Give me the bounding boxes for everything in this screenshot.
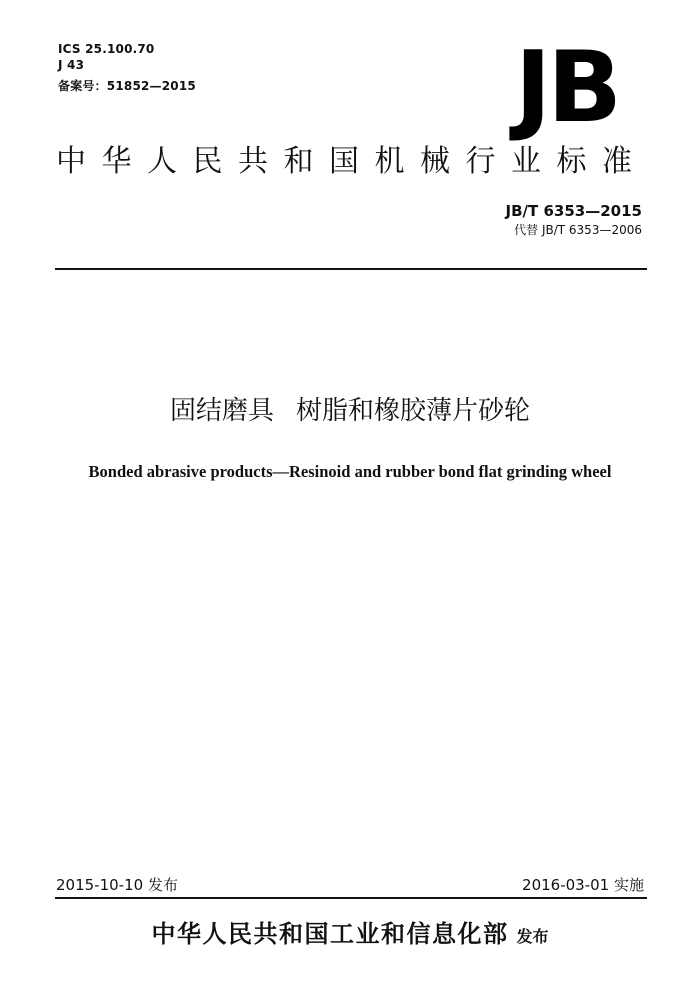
top-divider <box>55 268 647 270</box>
record-number: 备案号：51852—2015 <box>58 79 196 93</box>
jb-logo: JB <box>514 31 618 145</box>
implementation-date: 2016-03-01 实施 <box>522 876 644 894</box>
issue-date: 2015-10-10 发布 <box>56 876 178 894</box>
standard-number: JB/T 6353—2015 <box>505 202 642 220</box>
issuer-name: 中华人民共和国工业和信息化部 <box>151 920 509 948</box>
issuer-suffix: 发布 <box>516 927 549 946</box>
issuer-block <box>0 918 700 953</box>
document-title-cn <box>0 394 700 428</box>
replaces-standard: 代替 JB/T 6353—2006 <box>514 223 642 237</box>
title-cn-part1: 固结磨具 <box>169 396 274 426</box>
ccs-code: J 43 <box>58 58 85 72</box>
industry-standard-title: 中华人民共和国机械行业标准 <box>56 144 648 179</box>
document-title-en: Bonded abrasive products—Resinoid and rubber bond flat grinding wheel <box>88 462 612 481</box>
bottom-divider <box>55 897 647 899</box>
ics-code: ICS 25.100.70 <box>58 42 155 56</box>
title-cn-part2: 树脂和橡胶薄片砂轮 <box>296 396 531 426</box>
